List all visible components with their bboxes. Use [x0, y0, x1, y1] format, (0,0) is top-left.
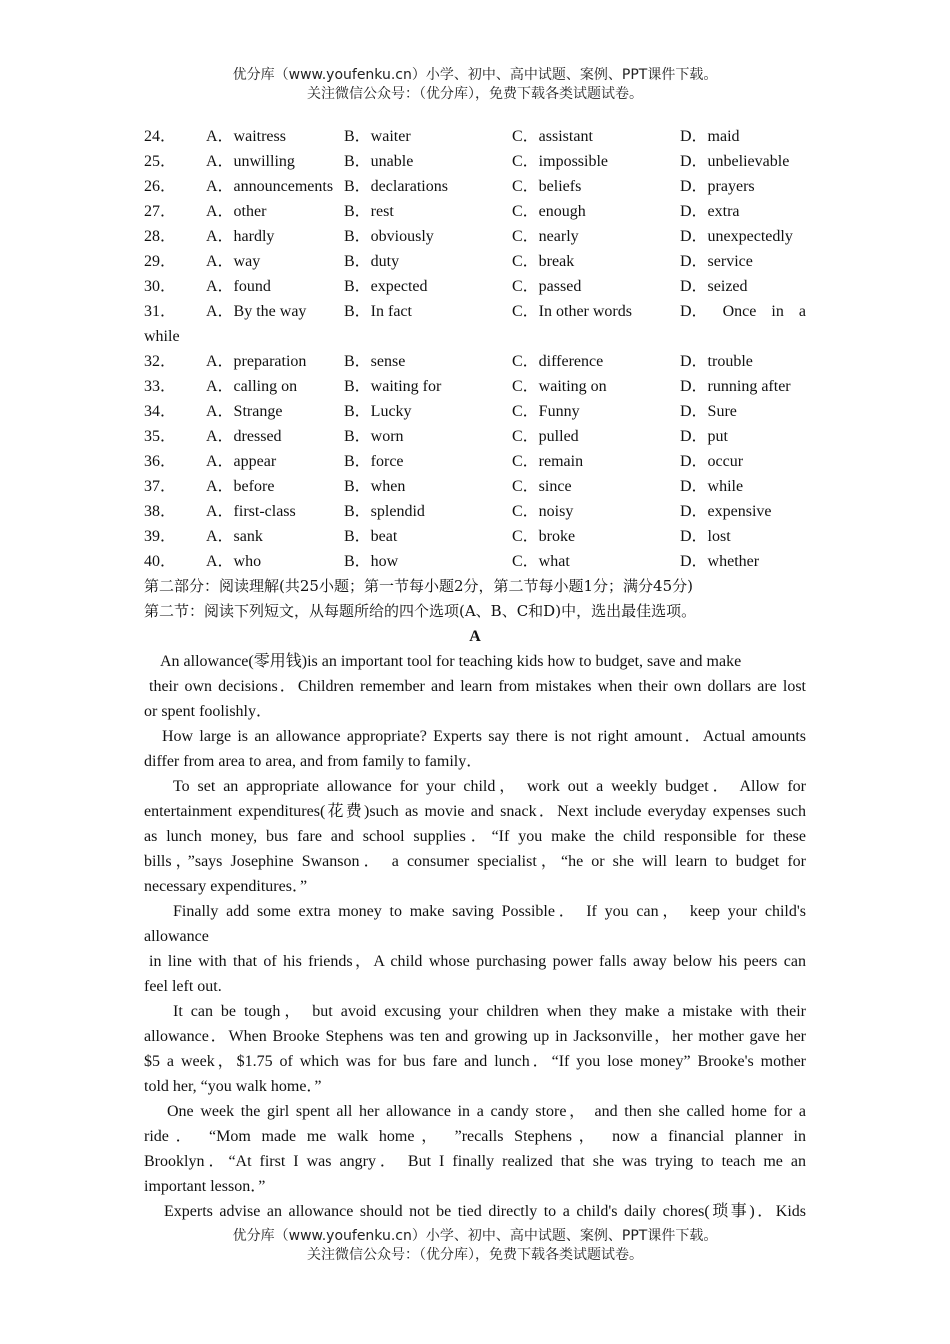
- passage-line: To set an appropriate allowance for your child， work out a weekly budget． Allow for: [173, 778, 806, 795]
- question-row: [144, 349, 806, 374]
- question-row: [144, 199, 806, 224]
- option-d-continuation: while: [144, 328, 180, 345]
- option-b: B．beat: [344, 528, 398, 545]
- passage-line: necessary expenditures．”: [144, 878, 308, 895]
- option-c: C．waiting on: [512, 378, 607, 395]
- question-number: 33．: [144, 378, 177, 395]
- question-row: [144, 474, 806, 499]
- option-d: D．prayers: [680, 178, 755, 195]
- passage-line: in line with that of his friends，A child whose purchasing power falls away below his peers can: [149, 953, 806, 970]
- option-a: A．announcements: [206, 178, 334, 195]
- option-c: C．enough: [512, 203, 586, 220]
- option-a: A．sank: [206, 528, 263, 545]
- option-d: D．whether: [680, 553, 760, 570]
- option-b: B．waiter: [344, 128, 411, 145]
- option-a: A．waitress: [206, 128, 286, 145]
- passage-line: Finally add some extra money to make saving Possible． If you can， keep your child's: [173, 903, 806, 920]
- question-number: 27．: [144, 203, 177, 220]
- passage-line: feel left out.: [144, 978, 222, 995]
- option-b: B．unable: [344, 153, 414, 170]
- option-a: A．appear: [206, 453, 277, 470]
- question-number: 26．: [144, 178, 177, 195]
- question-number: 30．: [144, 278, 177, 295]
- option-b: B．force: [344, 453, 404, 470]
- question-number: 38．: [144, 503, 177, 520]
- option-d: D．while: [680, 478, 744, 495]
- option-b: B．In fact: [344, 303, 412, 320]
- question-row: [144, 424, 806, 449]
- footer-line-1: 优分库（www.youfenku.cn）小学、初中、高中试题、案例、PPT课件下载。: [232, 1228, 718, 1244]
- question-number: 25．: [144, 153, 177, 170]
- option-d: D．running after: [680, 378, 791, 395]
- passage-line: or spent foolishly．: [144, 703, 272, 720]
- option-d-word: Once: [722, 303, 757, 320]
- option-a: A．hardly: [206, 228, 275, 245]
- passage-line: Experts advise an allowance should not be tied directly to a child's daily chores(琐事)．Kids: [164, 1203, 806, 1220]
- passage-line: important lesson．”: [144, 1178, 266, 1195]
- question-row: [144, 249, 806, 274]
- option-a: A．preparation: [206, 353, 307, 370]
- option-c: C．what: [512, 553, 570, 570]
- passage-line: One week the girl spent all her allowance in a candy store， and then she called home for a: [167, 1103, 806, 1120]
- option-a: A．found: [206, 278, 271, 295]
- question-number: 24．: [144, 128, 177, 145]
- question-row: [144, 224, 806, 249]
- page-header: [0, 66, 950, 104]
- question-number: 31．: [144, 303, 177, 320]
- question-row: [144, 399, 806, 424]
- option-a: A．other: [206, 203, 267, 220]
- section-instruction: 第二节：阅读下列短文，从每题所给的四个选项(A、B、C和D)中，选出最佳选项。: [144, 602, 697, 620]
- option-d: D．Sure: [680, 403, 737, 420]
- option-d: D．seized: [680, 278, 748, 295]
- option-b: B．waiting for: [344, 378, 442, 395]
- question-row: [144, 449, 806, 474]
- option-b: B．sense: [344, 353, 406, 370]
- option-c: C．impossible: [512, 153, 609, 170]
- option-d-word: D．: [680, 303, 708, 320]
- option-a: A．unwilling: [206, 153, 295, 170]
- passage-line: as lunch money, bus fare and school supplies．“If you make the child responsible for these: [144, 828, 806, 845]
- question-number: 40．: [144, 553, 177, 570]
- option-d-word: a: [798, 303, 806, 320]
- option-b: B．Lucky: [344, 403, 412, 420]
- header-line-2: 关注微信公众号：（优分库），免费下载各类试题试卷。: [307, 86, 643, 102]
- question-row: [144, 149, 806, 174]
- option-a: A．who: [206, 553, 262, 570]
- question-number: 28．: [144, 228, 177, 245]
- passage-line: bills，”says Josephine Swanson． a consumer specialist，“he or she will learn to budget for: [144, 853, 806, 870]
- option-c: C．break: [512, 253, 575, 270]
- option-c: C．pulled: [512, 428, 579, 445]
- option-b: B．when: [344, 478, 406, 495]
- question-row: [144, 374, 806, 399]
- option-d: D．unexpectedly: [680, 228, 793, 245]
- question-number: 35．: [144, 428, 177, 445]
- passage-line: Brooklyn．“At first I was angry． But I finally realized that she was trying to teach me an: [144, 1153, 806, 1170]
- question-number: 36．: [144, 453, 177, 470]
- question-number: 39．: [144, 528, 177, 545]
- document-body: [144, 124, 806, 1224]
- option-c: C．beliefs: [512, 178, 582, 195]
- header-line-1: 优分库（www.youfenku.cn）小学、初中、高中试题、案例、PPT课件下载。: [232, 67, 718, 83]
- passage-line: told her, “you walk home．”: [144, 1078, 322, 1095]
- option-d: D．unbelievable: [680, 153, 790, 170]
- passage-line: It can be tough， but avoid excusing your children when they make a mistake with their: [173, 1003, 806, 1020]
- option-d: D．expensive: [680, 503, 772, 520]
- part-2-heading: 第二部分：阅读理解(共25小题；第一节每小题2分，第二节每小题1分；满分45分): [144, 577, 693, 595]
- option-b: B．expected: [344, 278, 428, 295]
- passage-line: allowance: [144, 928, 209, 945]
- option-a: A．By the way: [206, 303, 307, 320]
- option-c: C．Funny: [512, 403, 580, 420]
- question-row: [144, 499, 806, 524]
- question-row: [144, 549, 806, 574]
- footer-line-2: 关注微信公众号：（优分库），免费下载各类试题试卷。: [307, 1247, 643, 1263]
- option-c: C．In other words: [512, 303, 632, 320]
- option-b: B．how: [344, 553, 399, 570]
- option-a: A．Strange: [206, 403, 283, 420]
- option-c: C．assistant: [512, 128, 593, 145]
- passage-text: [144, 649, 806, 1224]
- question-row: [144, 299, 806, 324]
- question-number: 34．: [144, 403, 177, 420]
- option-b: B．declarations: [344, 178, 448, 195]
- option-b: B．worn: [344, 428, 404, 445]
- option-d: D．put: [680, 428, 729, 445]
- option-c: C．noisy: [512, 503, 574, 520]
- option-c: C．difference: [512, 353, 604, 370]
- question-number: 37．: [144, 478, 177, 495]
- passage-line: allowance．When Brooke Stephens was ten and growing up in Jacksonville，her mother gave her: [144, 1028, 806, 1045]
- passage-label: A: [469, 628, 481, 645]
- cloze-options-list: [144, 124, 806, 574]
- option-c: C．nearly: [512, 228, 579, 245]
- passage-line: their own decisions．Children remember and learn from mistakes when their own dollars are lost: [149, 678, 806, 695]
- option-d: D．occur: [680, 453, 744, 470]
- question-number: 29．: [144, 253, 177, 270]
- option-b: B．splendid: [344, 503, 425, 520]
- passage-line: How large is an allowance appropriate? Experts say there is not right amount．Actual amounts: [162, 728, 806, 745]
- question-row: [144, 274, 806, 299]
- passage-line: An allowance(零用钱)is an important tool for teaching kids how to budget, save and make: [160, 653, 742, 670]
- option-c: C．remain: [512, 453, 584, 470]
- question-number: 32．: [144, 353, 177, 370]
- option-d: D．service: [680, 253, 753, 270]
- option-d: D．trouble: [680, 353, 753, 370]
- option-d: D．extra: [680, 203, 740, 220]
- option-c: C．broke: [512, 528, 576, 545]
- question-row: [144, 124, 806, 149]
- option-a: A．way: [206, 253, 261, 270]
- question-row: [144, 174, 806, 199]
- option-c: C．passed: [512, 278, 582, 295]
- option-d: D．maid: [680, 128, 740, 145]
- passage-line: ride． “Mom made me walk home， ”recalls Stephens， now a financial planner in: [144, 1128, 806, 1145]
- option-b: B．rest: [344, 203, 394, 220]
- option-b: B．duty: [344, 253, 400, 270]
- passage-line: differ from area to area, and from family to family．: [144, 753, 483, 770]
- option-d: [680, 299, 806, 324]
- option-b: B．obviously: [344, 228, 434, 245]
- page-footer: [0, 1227, 950, 1265]
- option-a: A．calling on: [206, 378, 298, 395]
- option-a: A．first-class: [206, 503, 296, 520]
- option-c: C．since: [512, 478, 572, 495]
- passage-line: $5 a week，$1.75 of which was for bus fare and lunch．“If you lose money” Brooke's mother: [144, 1053, 806, 1070]
- option-a: A．before: [206, 478, 275, 495]
- option-a: A．dressed: [206, 428, 282, 445]
- option-d: D．lost: [680, 528, 731, 545]
- passage-line: entertainment expenditures(花费)such as movie and snack．Next include everyday expenses such: [144, 803, 806, 820]
- question-row: [144, 524, 806, 549]
- option-d-word: in: [771, 303, 784, 320]
